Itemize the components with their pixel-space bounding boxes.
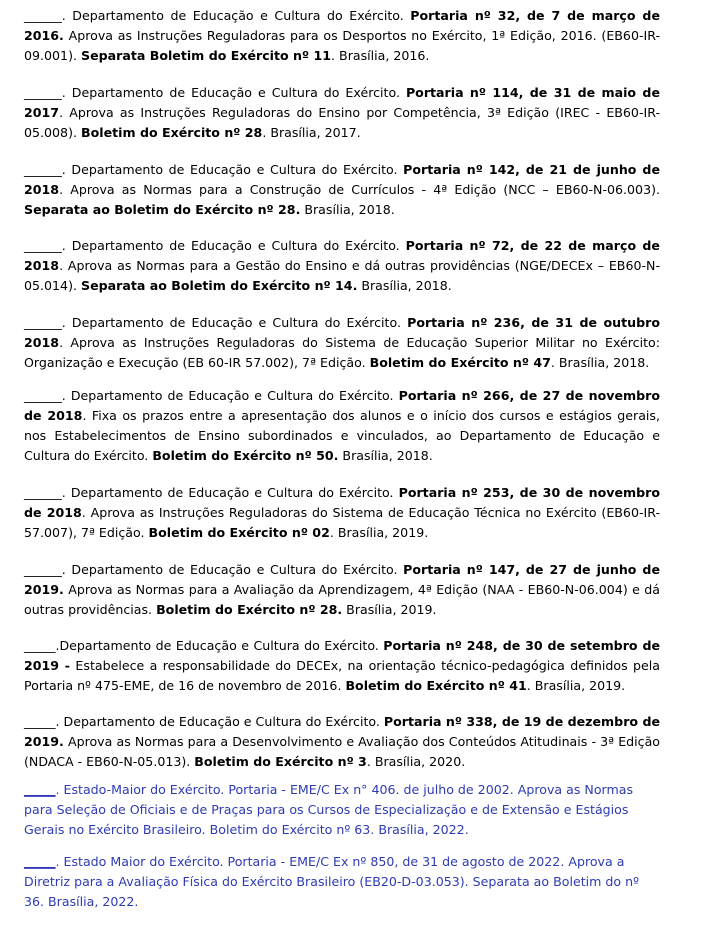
- ref-bold-text: Boletim do Exército nº 41: [345, 678, 527, 693]
- author-blank: ______: [24, 315, 62, 330]
- ref-text: . Brasília, 2016.: [331, 48, 430, 63]
- ref-text: . Brasília, 2019.: [329, 525, 429, 540]
- ref-text: . Departamento de Educação e Cultura do Exército.: [61, 8, 411, 23]
- ref-bold-text: Portaria nº 266, de 27 de novembro de 2018: [24, 388, 660, 423]
- ref-bold-text: Boletim do Exército nº 28.: [156, 602, 343, 617]
- ref-bold-text: Portaria nº 72, de 22 de março de 2018: [24, 238, 660, 273]
- ref-bold-text: Separata ao Boletim do Exército nº 14.: [81, 278, 358, 293]
- reference-entry: [24, 83, 660, 143]
- reference-entry: [24, 313, 660, 373]
- reference-entry: [24, 560, 660, 620]
- author-blank: _____: [24, 854, 56, 869]
- ref-text: . Departamento de Educação e Cultura do Exército.: [61, 562, 404, 577]
- ref-bold-text: Portaria nº 114, de 31 de maio de 2017: [24, 85, 660, 120]
- author-blank: ______: [24, 388, 62, 403]
- ref-text: . Brasília, 2017.: [262, 125, 361, 140]
- ref-bold-text: Boletim do Exército nº 47: [369, 355, 551, 370]
- ref-text: . Fixa os prazos entre a apresentação dos alunos e o início dos cursos e estágios gerais, nos Estabelecimentos de Ensino subordinados e vinculados, ao Departamento de Educação e Cultura do Exército.: [24, 408, 660, 463]
- ref-text: . Estado-Maior do Exército. Portaria - EME/C Ex n° 406. de julho de 2002. Aprova as Normas para Seleção de Oficiais e de Praças para os Cursos de Especialização e de Extensão e Estágios Gerais no Exército Brasileiro. Boletim do Exército nº 63. Brasília, 2022.: [24, 782, 634, 837]
- author-blank: ______: [24, 562, 62, 577]
- ref-text: . Departamento de Educação e Cultura do Exército.: [61, 162, 404, 177]
- ref-text: . Brasília, 2018.: [550, 355, 650, 370]
- ref-bold-text: Portaria nº 236, de 31 de outubro 2018: [24, 315, 660, 350]
- ref-text: .Departamento de Educação e Cultura do Exército.: [55, 638, 384, 653]
- ref-text: Aprova as Instruções Reguladoras para os Desportos no Exército, 1ª Edição, 2016. (EB60-IR-09.001).: [24, 28, 660, 63]
- ref-text: . Departamento de Educação e Cultura do Exército.: [61, 315, 408, 330]
- ref-text: Brasília, 2018.: [300, 202, 395, 217]
- author-blank: ______: [24, 238, 62, 253]
- reference-entry: [24, 712, 660, 772]
- ref-text: Brasília, 2019.: [342, 602, 437, 617]
- ref-text: . Departamento de Educação e Cultura do Exército.: [61, 388, 399, 403]
- reference-entry: [24, 386, 660, 466]
- ref-bold-text: Portaria nº 32, de 7 de março de 2016.: [24, 8, 660, 43]
- ref-text: . Departamento de Educação e Cultura do Exército.: [61, 485, 399, 500]
- author-blank: _____: [24, 638, 56, 653]
- ref-text: . Departamento de Educação e Cultura do Exército.: [61, 238, 406, 253]
- reference-entry-added: [24, 852, 660, 912]
- author-blank: ______: [24, 485, 62, 500]
- ref-text: . Aprova as Normas para a Construção de Currículos - 4ª Edição (NCC – EB60-N-06.003).: [59, 182, 660, 197]
- ref-text: Brasília, 2018.: [338, 448, 433, 463]
- ref-text: Estabelece a responsabilidade do DECEx, na orientação técnico-pedagógica definidos pela Portaria nº 475-EME, de 16 de novembro de 2016.: [24, 658, 661, 693]
- ref-text: . Aprova as Instruções Reguladoras do Sistema de Educação Superior Militar no Exército: Organização e Execução (EB 60-IR 57.002), 7ª Edição.: [24, 335, 660, 370]
- author-blank: ______: [24, 162, 62, 177]
- ref-bold-text: Boletim do Exército nº 02: [148, 525, 330, 540]
- ref-text: . Aprova as Normas para a Gestão do Ensino e dá outras providências (NGE/DECEx – EB60-N-05.014).: [24, 258, 660, 293]
- ref-text: . Aprova as Instruções Reguladoras do Ensino por Competência, 3ª Edição (IREC - EB60-IR-05.008).: [24, 105, 660, 140]
- ref-text: . Departamento de Educação e Cultura do Exército.: [61, 85, 406, 100]
- reference-entry: [24, 160, 660, 220]
- reference-entry: [24, 236, 660, 296]
- author-blank: _____: [24, 714, 56, 729]
- ref-bold-text: Separata Boletim do Exército nº 11: [81, 48, 332, 63]
- ref-bold-text: Boletim do Exército nº 3: [194, 754, 367, 769]
- ref-bold-text: Portaria nº 248, de 30 de setembro de 2019 -: [24, 638, 660, 673]
- ref-bold-text: Boletim do Exército nº 50.: [152, 448, 339, 463]
- ref-bold-text: Boletim do Exército nº 28: [81, 125, 263, 140]
- ref-text: . Estado Maior do Exército. Portaria - EME/C Ex nº 850, de 31 de agosto de 2022. Aprova a Diretriz para a Avaliação Física do Exército Brasileiro (EB20-D-03.053). Separata ao Boletim do nº 36. Brasília, 2022.: [24, 854, 640, 909]
- reference-entry-added: [24, 780, 660, 840]
- ref-text: . Brasília, 2019.: [526, 678, 626, 693]
- ref-bold-text: Portaria nº 253, de 30 de novembro de 2018: [24, 485, 660, 520]
- ref-bold-text: Separata ao Boletim do Exército nº 28.: [24, 202, 301, 217]
- ref-text: Brasília, 2018.: [357, 278, 452, 293]
- ref-text: Aprova as Normas para a Desenvolvimento e Avaliação dos Conteúdos Atitudinais - 3ª Edição (NDACA - EB60-N-05.013).: [24, 734, 660, 769]
- author-blank: ______: [24, 85, 62, 100]
- ref-text: . Departamento de Educação e Cultura do Exército.: [55, 714, 384, 729]
- author-blank: _____: [24, 782, 56, 797]
- ref-text: Aprova as Normas para a Avaliação da Aprendizagem, 4ª Edição (NAA - EB60-N-06.004) e dá outras providências.: [24, 582, 660, 617]
- author-blank: ______: [24, 8, 62, 23]
- ref-bold-text: Portaria nº 147, de 27 de junho de 2019.: [24, 562, 660, 597]
- reference-entry: [24, 636, 660, 696]
- reference-entry: [24, 483, 660, 543]
- ref-text: . Aprova as Instruções Reguladoras do Sistema de Educação Técnica no Exército (EB60-IR-57.007), 7ª Edição.: [24, 505, 661, 540]
- reference-entry: [24, 6, 660, 66]
- ref-bold-text: Portaria nº 338, de 19 de dezembro de 2019.: [24, 714, 660, 749]
- ref-text: . Brasília, 2020.: [366, 754, 466, 769]
- ref-bold-text: Portaria nº 142, de 21 de junho de 2018: [24, 162, 660, 197]
